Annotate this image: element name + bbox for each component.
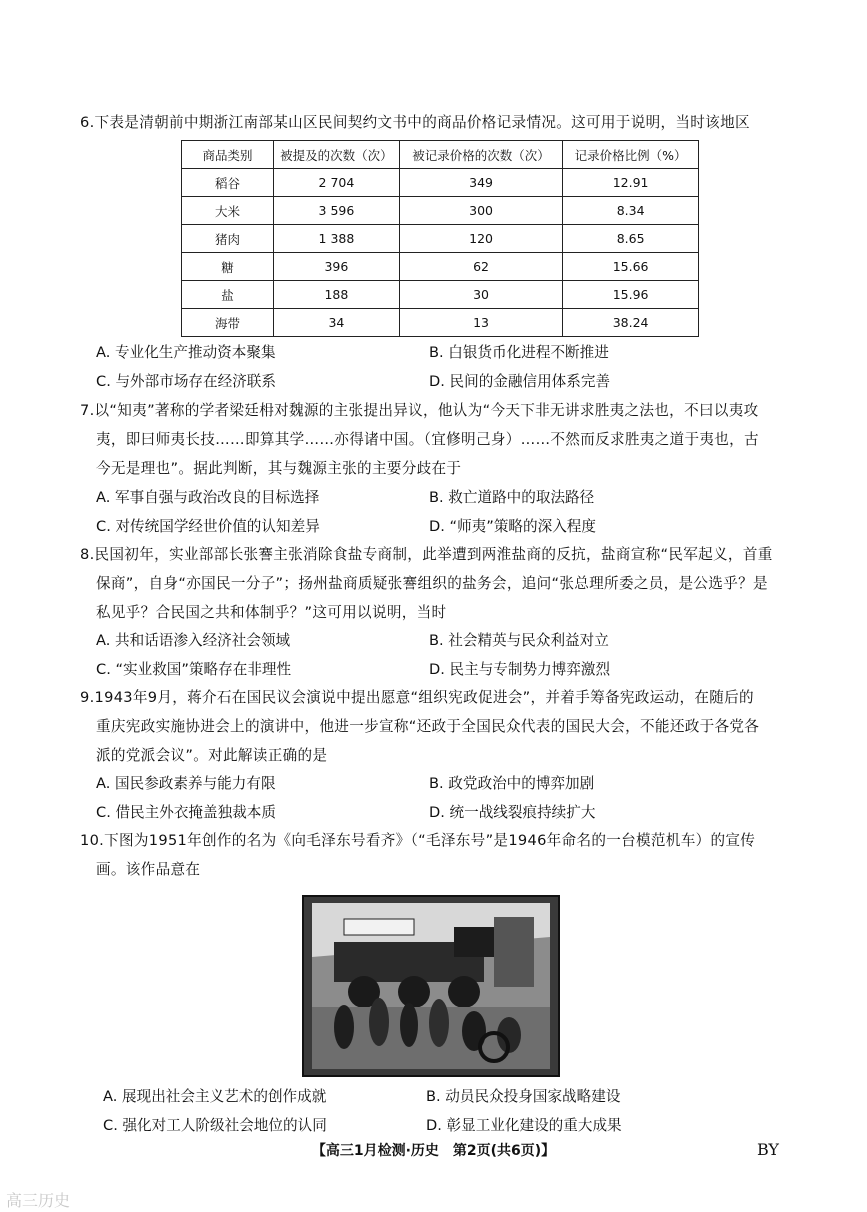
- question-10: [80, 826, 785, 884]
- table-cell: 盐: [182, 281, 274, 309]
- propaganda-poster-image: [302, 895, 560, 1077]
- table-cell: 海带: [182, 309, 274, 337]
- option-b[interactable]: B. 救亡道路中的取法路径: [429, 489, 595, 506]
- option-d[interactable]: D. 彰显工业化建设的重大成果: [426, 1117, 622, 1134]
- table-header-mentions: 被提及的次数（次）: [273, 141, 399, 169]
- question-7-stem-line: 7.以“知夷”著称的学者梁廷枏对魏源的主张提出异议，他认为“今天下非无讲求胜夷之法也，不曰以夷攻: [80, 402, 759, 419]
- option-c[interactable]: C. 与外部市场存在经济联系: [96, 373, 277, 390]
- option-d[interactable]: D. “师夷”策略的深入程度: [429, 518, 596, 535]
- question-8: [80, 540, 785, 627]
- question-7-stem-line: 今无是理也”。据此判断，其与魏源主张的主要分歧在于: [96, 460, 462, 477]
- table-cell: 2 704: [273, 169, 399, 197]
- question-8-stem-line: 保商”，自身“亦国民一分子”；扬州盐商质疑张謇组织的盐务会，追问“张总理所委之员，是公选乎？是: [96, 575, 768, 592]
- question-10-stem-line: 10.下图为1951年创作的名为《向毛泽东号看齐》（“毛泽东号”是1946年命名的一台模范机车）的宣传: [80, 832, 756, 849]
- table-row: [182, 309, 699, 337]
- table-header-ratio: 记录价格比例（%）: [563, 141, 699, 169]
- option-b[interactable]: B. 动员民众投身国家战略建设: [426, 1088, 621, 1105]
- question-9-options: [96, 768, 786, 826]
- option-a[interactable]: A. 国民参政素养与能力有限: [96, 775, 276, 792]
- option-c[interactable]: C. 对传统国学经世价值的认知差异: [96, 518, 320, 535]
- table-cell: 1 388: [273, 225, 399, 253]
- question-10-stem-line: 画。该作品意在: [96, 861, 201, 878]
- question-6-options: [96, 337, 786, 395]
- option-a[interactable]: A. 共和话语渗入经济社会领域: [96, 632, 291, 649]
- question-10-options: [103, 1081, 793, 1139]
- table-cell: 38.24: [563, 309, 699, 337]
- table-cell: 15.66: [563, 253, 699, 281]
- option-a[interactable]: A. 军事自强与政治改良的目标选择: [96, 489, 320, 506]
- question-9: [80, 683, 785, 770]
- option-d[interactable]: D. 民主与专制势力博弈激烈: [429, 661, 611, 678]
- table-cell: 30: [399, 281, 562, 309]
- question-7-options: [96, 482, 786, 540]
- table-header-row: [182, 141, 699, 169]
- question-8-options: [96, 625, 786, 683]
- table-cell: 120: [399, 225, 562, 253]
- question-9-stem-line: 重庆宪政实施协进会上的演讲中，他进一步宣称“还政于全国民众代表的国民大会，不能还政于各党各: [96, 718, 760, 735]
- table-row: [182, 169, 699, 197]
- table-cell: 12.91: [563, 169, 699, 197]
- option-c[interactable]: C. 借民主外衣掩盖独裁本质: [96, 804, 277, 821]
- table-cell: 8.65: [563, 225, 699, 253]
- question-6-stem: 6.下表是清朝前中期浙江南部某山区民间契约文书中的商品价格记录情况。这可用于说明，当时该地区: [80, 114, 750, 131]
- table-cell: 62: [399, 253, 562, 281]
- option-b[interactable]: B. 白银货币化进程不断推进: [429, 344, 609, 361]
- table-cell: 15.96: [563, 281, 699, 309]
- option-c[interactable]: C. “实业救国”策略存在非理性: [96, 661, 292, 678]
- table-cell: 大米: [182, 197, 274, 225]
- option-b[interactable]: B. 社会精英与民众利益对立: [429, 632, 609, 649]
- table-row: [182, 197, 699, 225]
- question-8-stem-line: 私见乎？合民国之共和体制乎？”这可用以说明，当时: [96, 604, 447, 621]
- table-cell: 34: [273, 309, 399, 337]
- price-record-table: [181, 140, 699, 337]
- table-row: [182, 225, 699, 253]
- question-7: [80, 396, 785, 483]
- table-cell: 13: [399, 309, 562, 337]
- option-a[interactable]: A. 专业化生产推动资本聚集: [96, 344, 276, 361]
- option-a[interactable]: A. 展现出社会主义艺术的创作成就: [103, 1088, 327, 1105]
- table-cell: 3 596: [273, 197, 399, 225]
- table-cell: 300: [399, 197, 562, 225]
- option-d[interactable]: D. 民间的金融信用体系完善: [429, 373, 611, 390]
- page-footer: 【高三1月检测·历史 第2页(共6页)】: [311, 1143, 556, 1159]
- table-header-priced: 被记录价格的次数（次）: [399, 141, 562, 169]
- table-cell: 猪肉: [182, 225, 274, 253]
- option-b[interactable]: B. 政党政治中的博弈加剧: [429, 775, 595, 792]
- question-6: [80, 108, 785, 137]
- option-d[interactable]: D. 统一战线裂痕持续扩大: [429, 804, 596, 821]
- question-7-stem-line: 夷，即曰师夷长技……即算其学……亦得诸中国。（宜修明己身）……不然而反求胜夷之道于夷也，古: [96, 431, 759, 448]
- question-9-stem-line: 派的党派会议”。对此解读正确的是: [96, 747, 328, 764]
- table-cell: 349: [399, 169, 562, 197]
- table-cell: 8.34: [563, 197, 699, 225]
- table-row: [182, 253, 699, 281]
- exam-code: BY: [756, 1140, 779, 1159]
- table-cell: 糖: [182, 253, 274, 281]
- option-c[interactable]: C. 强化对工人阶级社会地位的认同: [103, 1117, 327, 1134]
- table-cell: 396: [273, 253, 399, 281]
- table-header-category: 商品类别: [182, 141, 274, 169]
- table-row: [182, 281, 699, 309]
- question-9-stem-line: 9.1943年9月，蒋介石在国民议会演说中提出愿意“组织宪政促进会”，并着手筹备宪政运动，在随后的: [80, 689, 754, 706]
- question-8-stem-line: 8.民国初年，实业部部长张謇主张消除食盐专商制，此举遭到两淮盐商的反抗，盐商宣称“民军起义，首重: [80, 546, 773, 563]
- watermark: 高三历史: [6, 1191, 71, 1210]
- table-cell: 稻谷: [182, 169, 274, 197]
- table-cell: 188: [273, 281, 399, 309]
